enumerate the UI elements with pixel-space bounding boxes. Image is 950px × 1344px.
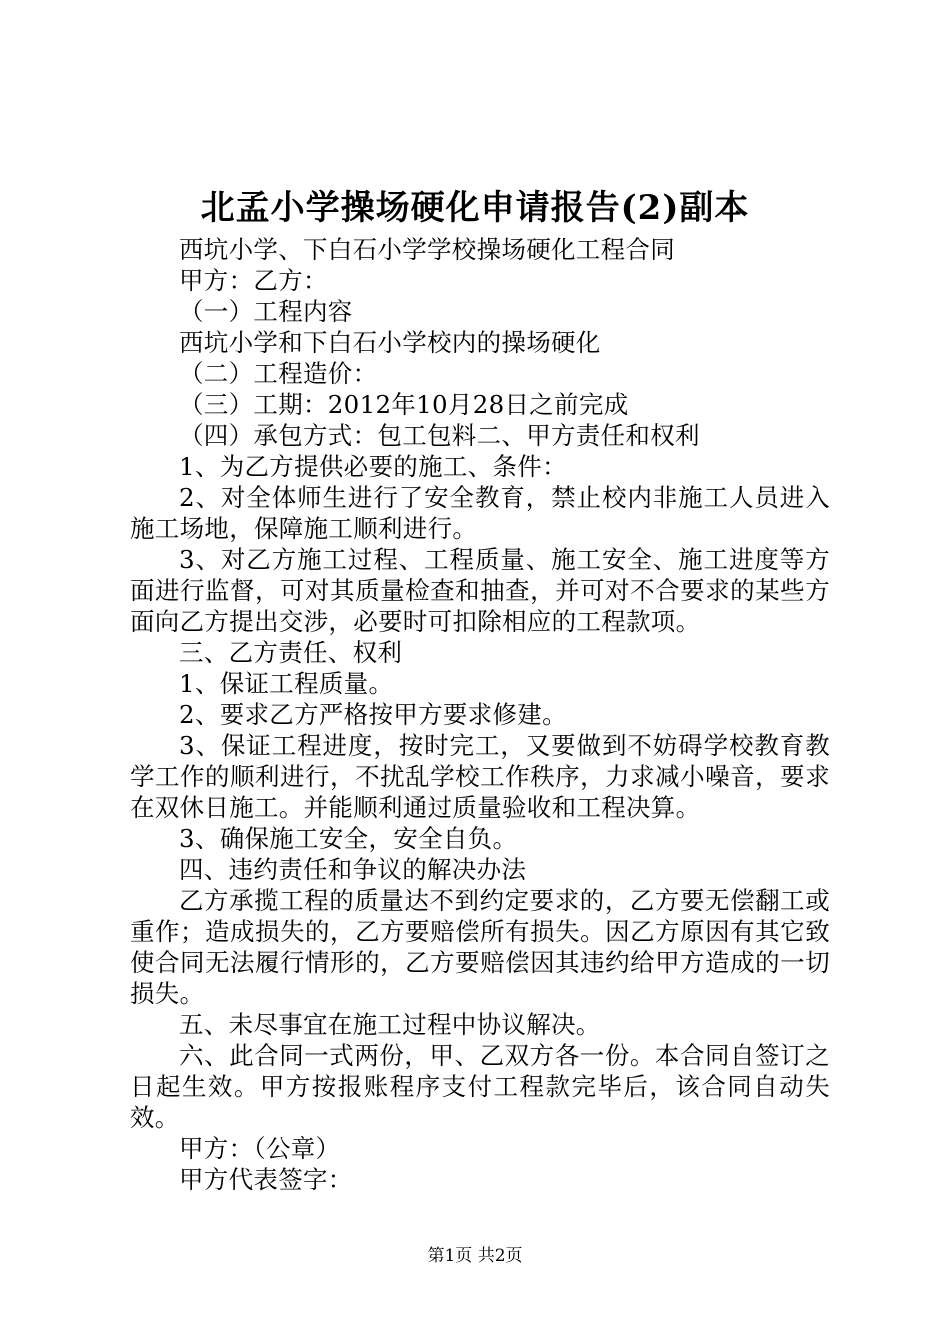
paragraph: 六、此合同一式两份，甲、乙双方各一份。本合同自签订之日起生效。甲方按报账程序支付工程款完毕后，该合同自动失效。 [130, 1041, 830, 1132]
document-body [130, 234, 830, 1195]
paragraph: 1、为乙方提供必要的施工、条件： [179, 452, 567, 481]
paragraph: 甲方：乙方： [179, 266, 328, 295]
paragraph: 1、保证工程质量。 [179, 669, 394, 698]
paragraph: （二）工程造价： [179, 359, 378, 388]
paragraph: 三、乙方责任、权利 [179, 638, 403, 667]
paragraph: 西坑小学、下白石小学学校操场硬化工程合同 [179, 235, 675, 264]
paragraph: 甲方：（公章） [179, 1134, 341, 1163]
paragraph: 四、违约责任和争议的解决办法 [179, 855, 527, 884]
paragraph: 3、对乙方施工过程、工程质量、施工安全、施工进度等方面进行监督，可对其质量检查和抽查，并可对不合要求的某些方面向乙方提出交涉，必要时可扣除相应的工程款项。 [130, 545, 830, 636]
paragraph: （一）工程内容 [179, 297, 353, 326]
document-title: 北孟小学操场硬化申请报告(2)副本 [200, 188, 750, 228]
paragraph: 3、确保施工安全，安全自负。 [179, 824, 518, 853]
paragraph: 乙方承揽工程的质量达不到约定要求的，乙方要无偿翻工或重作；造成损失的，乙方要赔偿所有损失。因乙方原因有其它致使合同无法履行情形的，乙方要赔偿因其违约给甲方造成的一切损失。 [130, 886, 830, 1008]
paragraph: 西坑小学和下白石小学校内的操场硬化 [179, 328, 601, 357]
paragraph: 甲方代表签字： [179, 1165, 353, 1194]
paragraph: 2、要求乙方严格按甲方要求修建。 [179, 700, 567, 729]
paragraph: 五、未尽事宜在施工过程中协议解决。 [179, 1010, 601, 1039]
paragraph: 2、对全体师生进行了安全教育，禁止校内非施工人员进入施工场地，保障施工顺利进行。 [130, 483, 830, 543]
page-number: 第1页 共2页 [427, 1246, 523, 1266]
paragraph: （三）工期：2012年10月28日之前完成 [179, 390, 629, 419]
paragraph: 3、保证工程进度，按时完工，又要做到不妨碍学校教育教学工作的顺利进行，不扰乱学校工作秩序，力求减小噪音，要求在双休日施工。并能顺利通过质量验收和工程决算。 [130, 731, 830, 822]
paragraph: （四）承包方式：包工包料二、甲方责任和权利 [179, 421, 700, 450]
